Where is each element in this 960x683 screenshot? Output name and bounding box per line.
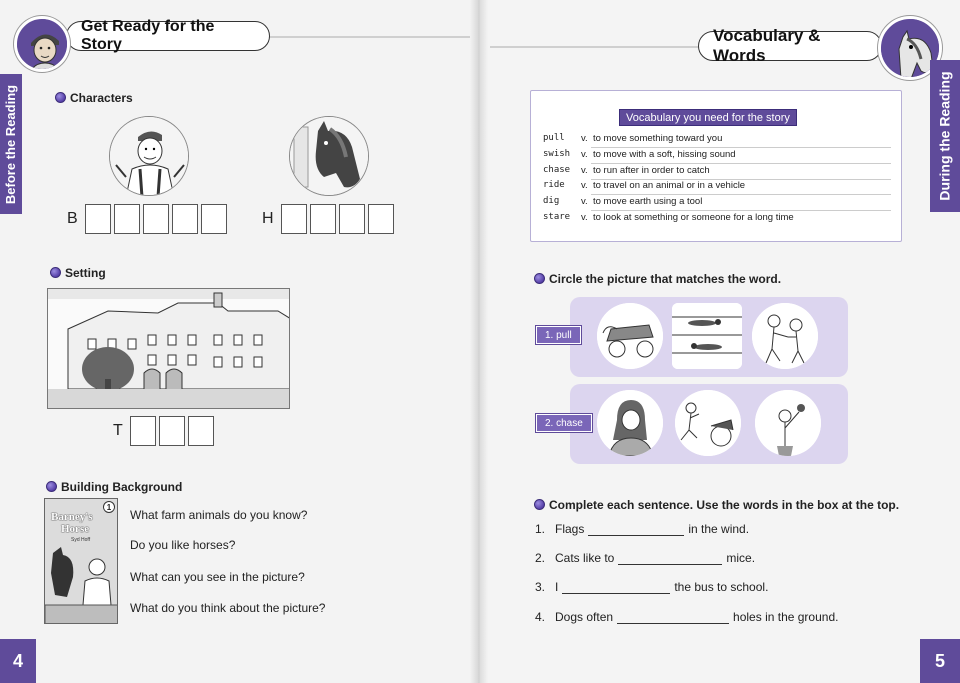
- answer-box[interactable]: [310, 204, 336, 234]
- circle-task-heading: Circle the picture that matches the word.: [534, 272, 781, 286]
- vocabulary-title: Vocabulary you need for the story: [619, 109, 797, 126]
- answer-box[interactable]: [339, 204, 365, 234]
- answer-box[interactable]: [114, 204, 140, 234]
- horse-portrait: [289, 116, 369, 196]
- during-reading-label: During the Reading: [937, 71, 953, 201]
- answer-box[interactable]: [188, 416, 214, 446]
- man-avatar-icon: [14, 16, 70, 72]
- chase-option-boy[interactable]: [755, 390, 821, 456]
- vocab-row: chase v. to run after in order to catch: [543, 165, 710, 176]
- pull-option-swimmer[interactable]: [672, 303, 742, 369]
- answer-box[interactable]: [172, 204, 198, 234]
- vocab-row: swish v. to move with a soft, hissing sound: [543, 149, 736, 160]
- answer-box[interactable]: [130, 416, 156, 446]
- setting-heading: Setting: [50, 266, 106, 280]
- right-header-title: Vocabulary & Words: [698, 31, 882, 61]
- left-header-title: Get Ready for the Story: [66, 21, 270, 51]
- sentence-blank[interactable]: [618, 553, 722, 565]
- chase-option-runner[interactable]: [675, 390, 741, 456]
- barney-portrait: [109, 116, 189, 196]
- vocab-row: stare v. to look at something or someone for a long time: [543, 212, 794, 223]
- bullet-icon: [534, 499, 545, 510]
- answer-box[interactable]: [281, 204, 307, 234]
- sentence-blank[interactable]: [617, 612, 729, 624]
- barney-answer-boxes: [67, 204, 227, 234]
- pull-option-wagon[interactable]: [597, 303, 663, 369]
- sentence-blank[interactable]: [562, 582, 670, 594]
- town-illustration: [47, 288, 290, 409]
- building-background-heading: Building Background: [46, 480, 182, 494]
- sentence-1: 1. Flags in the wind.: [535, 522, 750, 536]
- answer-box[interactable]: [85, 204, 111, 234]
- sentence-2: 2. Cats like to mice.: [535, 551, 756, 565]
- answer-box[interactable]: [159, 416, 185, 446]
- bullet-icon: [50, 267, 61, 278]
- background-question-1: What farm animals do you know?: [130, 508, 308, 522]
- book-title-line-1: Barney's: [51, 511, 93, 523]
- horse-answer-boxes: [262, 204, 394, 234]
- background-question-2: Do you like horses?: [130, 538, 236, 552]
- sentence-4: 4. Dogs often holes in the ground.: [535, 610, 839, 624]
- before-reading-tab: [0, 74, 22, 214]
- sentence-3: 3. I the bus to school.: [535, 580, 769, 594]
- answer-box[interactable]: [201, 204, 227, 234]
- characters-heading: Characters: [55, 91, 133, 105]
- vocab-row: ride v. to travel on an animal or in a vehicle: [543, 180, 746, 191]
- barney-first-letter: B: [67, 210, 78, 227]
- right-page-number: 5: [920, 639, 960, 683]
- vocab-row: dig v. to move earth using a tool: [543, 196, 703, 207]
- bullet-icon: [55, 92, 66, 103]
- vocab-divider: [591, 147, 891, 148]
- during-reading-tab: [930, 60, 960, 212]
- book-cover: [44, 498, 118, 624]
- bullet-icon: [46, 481, 57, 492]
- book-title-line-2: Horse: [61, 523, 90, 535]
- vocabulary-box: [530, 90, 902, 242]
- left-page-number: 4: [0, 639, 36, 683]
- chase-option-girl[interactable]: [597, 390, 663, 456]
- bullet-icon: [534, 273, 545, 284]
- pull-option-kids[interactable]: [752, 303, 818, 369]
- town-answer-boxes: [113, 416, 214, 446]
- vocab-divider: [591, 210, 891, 211]
- horse-first-letter: H: [262, 210, 274, 227]
- answer-box[interactable]: [368, 204, 394, 234]
- vocab-row: pull v. to move something toward you: [543, 133, 723, 144]
- town-first-letter: T: [113, 422, 123, 439]
- book-badge: 1: [103, 501, 115, 513]
- vocab-divider: [591, 163, 891, 164]
- sentence-blank[interactable]: [588, 524, 684, 536]
- pull-word-tag: 1. pull: [536, 326, 581, 344]
- vocab-divider: [591, 194, 891, 195]
- answer-box[interactable]: [143, 204, 169, 234]
- background-question-3: What can you see in the picture?: [130, 570, 305, 584]
- chase-word-tag: 2. chase: [536, 414, 592, 432]
- complete-task-heading: Complete each sentence. Use the words in the box at the top.: [534, 498, 899, 512]
- before-reading-label: Before the Reading: [3, 84, 19, 204]
- book-author: Syd Hoff: [71, 537, 91, 543]
- background-question-4: What do you think about the picture?: [130, 601, 326, 615]
- book-spine: [470, 0, 488, 683]
